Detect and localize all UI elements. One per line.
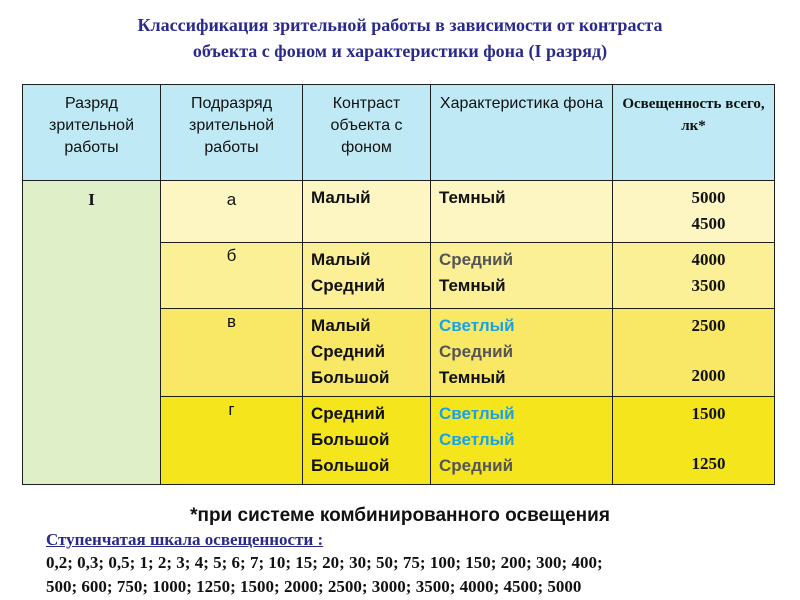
scale-values [46, 551, 746, 599]
background-value: Средний [439, 342, 514, 361]
subrank-cell: г [161, 397, 303, 485]
scale-title: Ступенчатая шкала освещенности : [46, 530, 324, 549]
header-contrast: Контраст объекта с фоном [303, 85, 431, 181]
contrast-cell [303, 309, 431, 397]
contrast-value: Малый [311, 250, 371, 269]
illuminance-value: 1500 [691, 404, 726, 423]
scale-line-2: 500; 600; 750; 1000; 1250; 1500; 2000; 2500; 3000; 3500; 4000; 4500; 5000 [46, 577, 582, 596]
table-row [23, 181, 775, 243]
rank-cell: I [23, 181, 161, 485]
illuminance-value: 1250 [691, 454, 726, 473]
header-subrank: Подразряд зрительной работы [161, 85, 303, 181]
background-value: Светлый [439, 316, 515, 335]
background-cell [431, 397, 613, 485]
scale-line-1: 0,2; 0,3; 0,5; 1; 2; 3; 4; 5; 6; 7; 10; 15; 20; 30; 50; 75; 100; 150; 200; 300; 400; [46, 553, 603, 572]
contrast-value: Средний [311, 276, 386, 295]
contrast-value: Средний [311, 404, 386, 423]
title-line-2: объекта с фоном и характеристики фона (I разряд) [192, 41, 608, 61]
illumination-table [22, 84, 775, 485]
background-cell [431, 181, 613, 243]
header-row [23, 85, 775, 181]
contrast-cell [303, 397, 431, 485]
title-line-1: Классификация зрительной работы в зависимости от контраста [137, 15, 663, 35]
contrast-value: Большой [311, 368, 390, 387]
subrank-cell: а [161, 181, 303, 243]
contrast-value: Большой [311, 456, 390, 475]
contrast-cell [303, 181, 431, 243]
background-value: Средний [439, 250, 514, 269]
contrast-value: Большой [311, 430, 390, 449]
background-value: Темный [439, 276, 506, 295]
header-illuminance: Освещенность всего, лк* [613, 85, 775, 181]
header-background: Характеристика фона [431, 85, 613, 181]
illuminance-value: 4500 [691, 214, 726, 233]
background-value: Темный [439, 188, 506, 207]
illuminance-value: 2000 [691, 366, 726, 385]
illuminance-value: 4000 [691, 250, 726, 269]
illuminance-value: 5000 [691, 188, 726, 207]
contrast-value: Средний [311, 342, 386, 361]
illuminance-value: 2500 [691, 316, 726, 335]
illuminance-cell [613, 243, 775, 309]
footnote: *при системе комбинированного освещения [190, 505, 610, 526]
contrast-value: Малый [311, 316, 371, 335]
illuminance-value: 3500 [691, 276, 726, 295]
page-title [20, 12, 780, 64]
background-cell [431, 309, 613, 397]
subrank-cell: б [161, 243, 303, 309]
background-value: Светлый [439, 404, 515, 423]
illuminance-cell [613, 309, 775, 397]
illuminance-cell [613, 397, 775, 485]
illuminance-cell [613, 181, 775, 243]
contrast-value: Малый [311, 188, 371, 207]
background-value: Средний [439, 456, 514, 475]
background-value: Темный [439, 368, 506, 387]
background-cell [431, 243, 613, 309]
background-value: Светлый [439, 430, 515, 449]
header-rank: Разряд зрительной работы [23, 85, 161, 181]
subrank-cell: в [161, 309, 303, 397]
contrast-cell [303, 243, 431, 309]
